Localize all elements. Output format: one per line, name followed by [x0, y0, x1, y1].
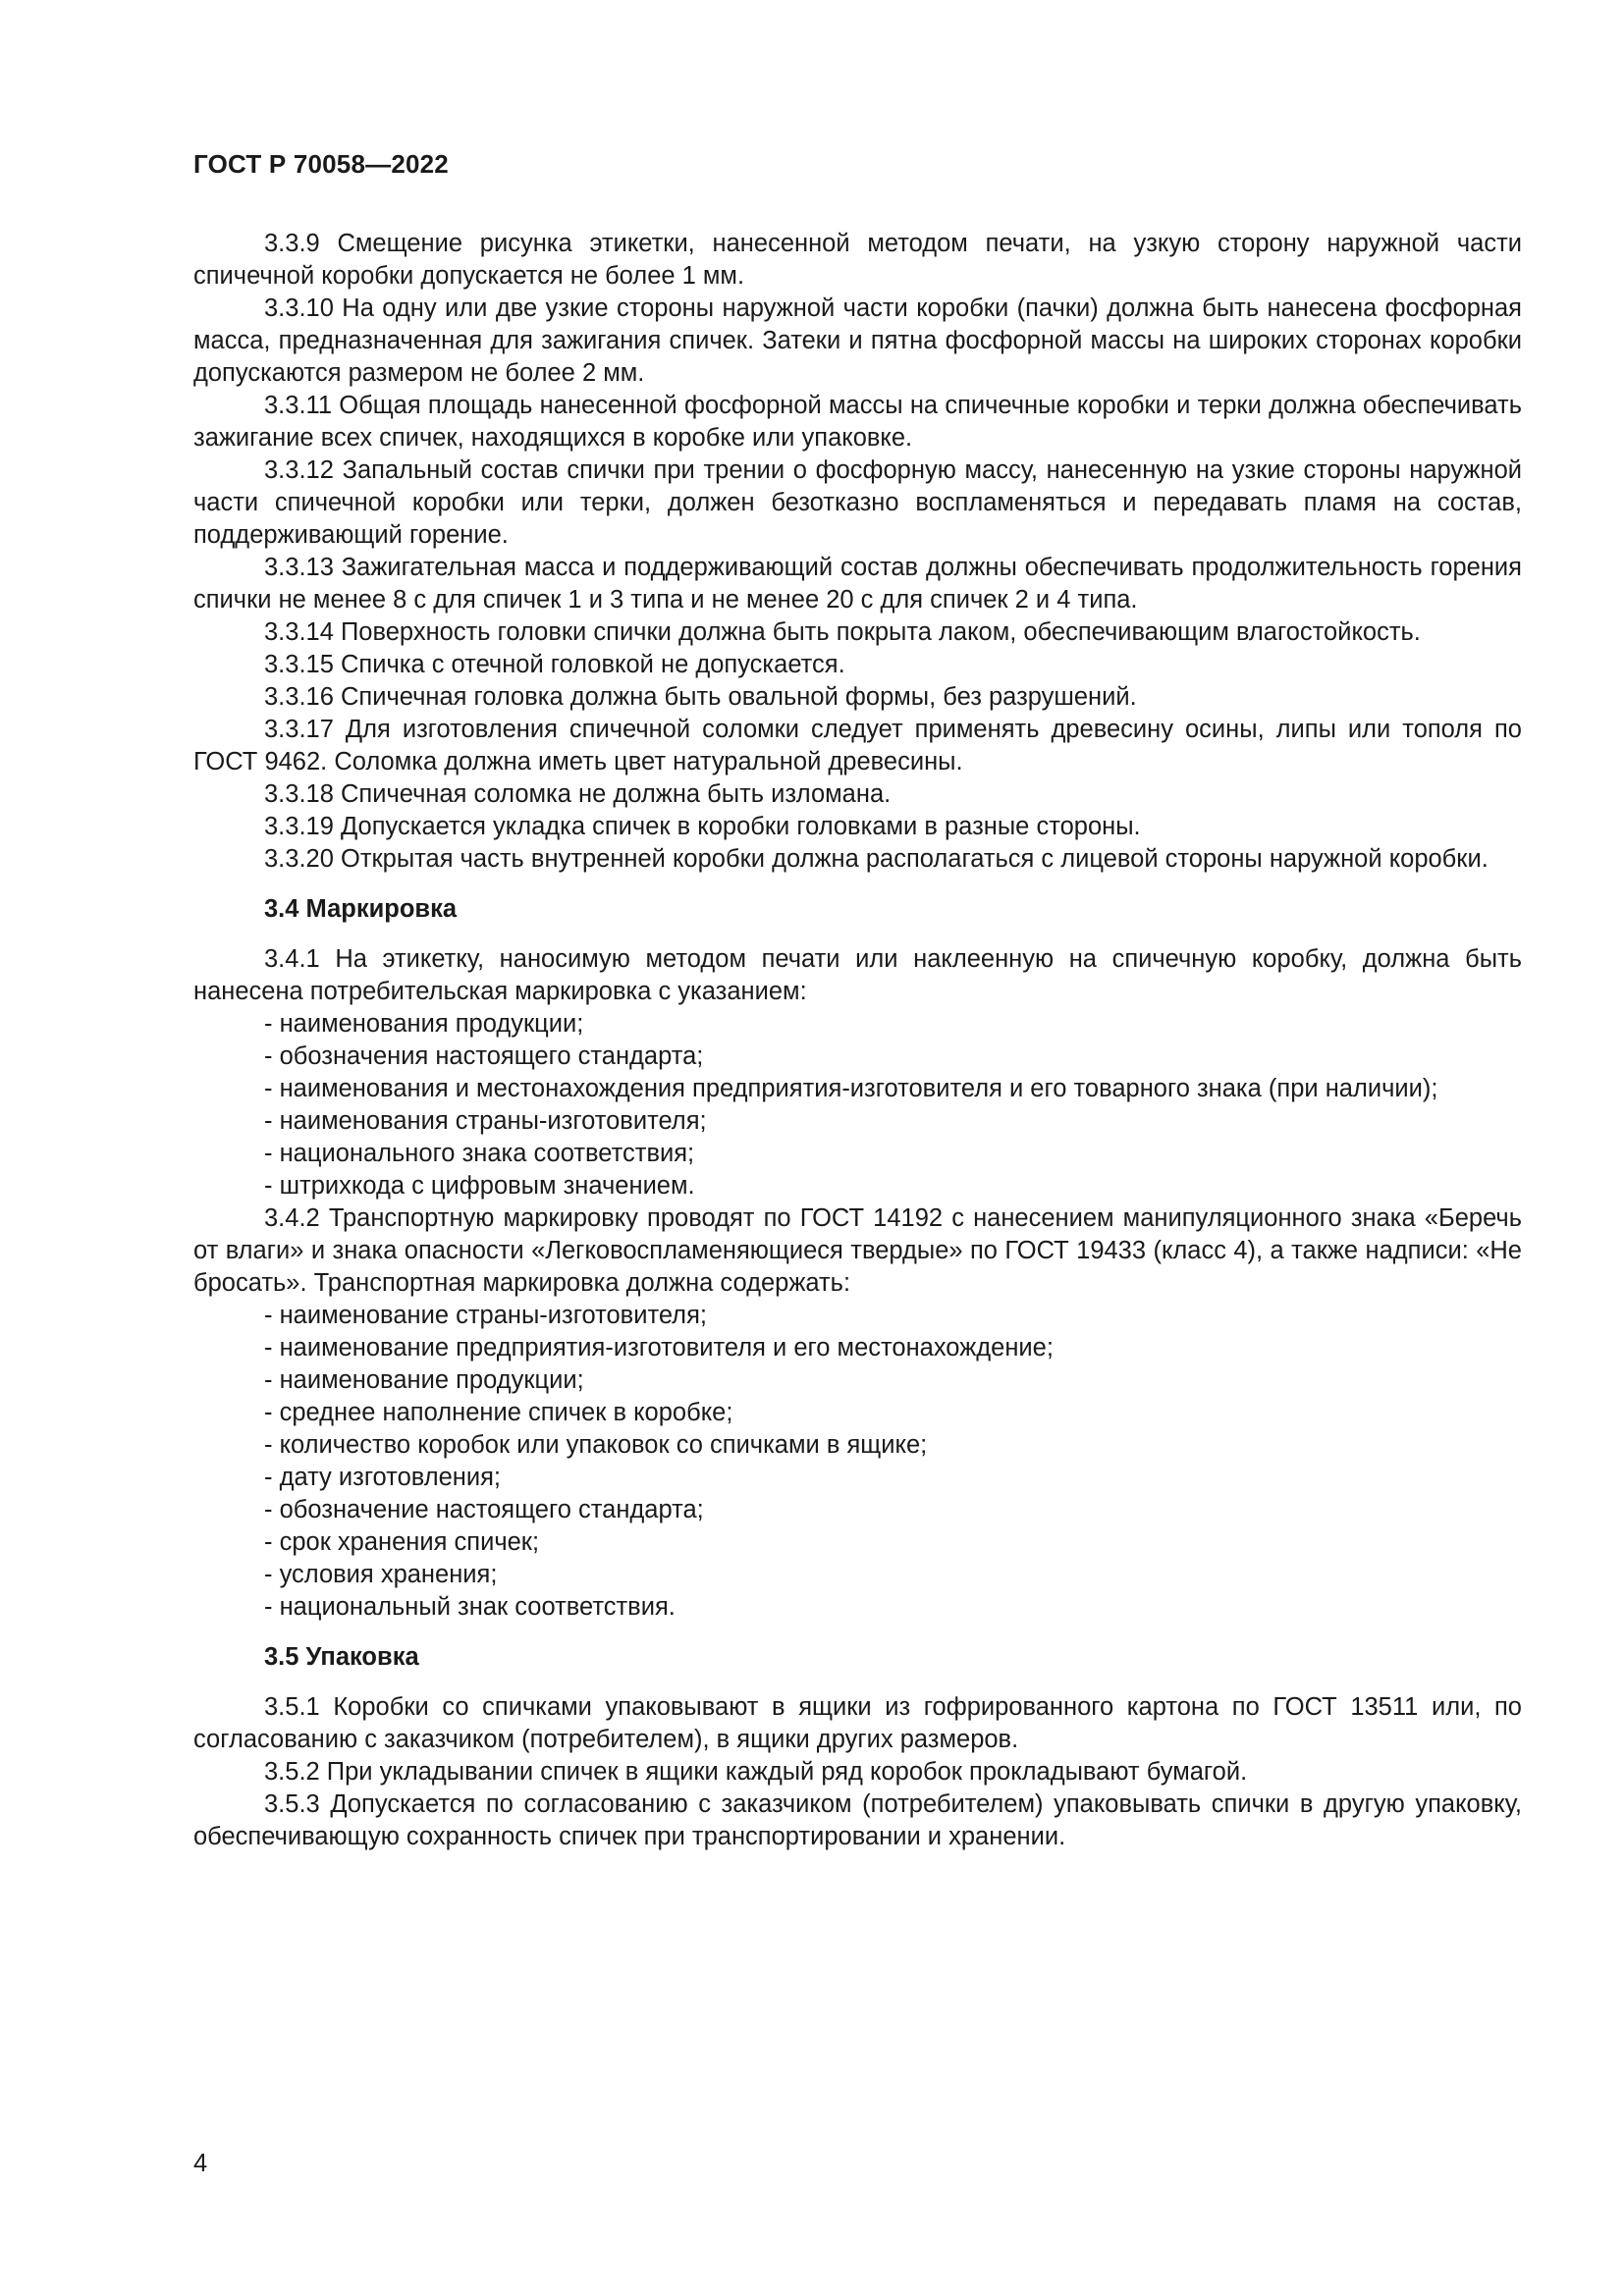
list-item: - обозначение настоящего стандарта; [264, 1496, 704, 1523]
clause-3-3-19: 3.3.19 Допускается укладка спичек в коробки головками в разные стороны. [264, 813, 1141, 840]
list-item: - наименование продукции; [264, 1366, 584, 1394]
list-item: - дату изготовления; [264, 1464, 501, 1491]
list-item: - условия хранения; [264, 1561, 498, 1588]
list-item: - наименование страны-изготовителя; [264, 1302, 707, 1329]
list-item: - наименование предприятия-изготовителя и его местонахождение; [264, 1334, 1054, 1362]
clause-3-3-18: 3.3.18 Спичечная соломка не должна быть изломана. [264, 780, 892, 808]
page-number: 4 [193, 2150, 208, 2177]
list-item: - штрихкода с цифровым значением. [264, 1172, 695, 1200]
clause-3-5-3: 3.5.3 Допускается по согласованию с заказчиком (потребителем) упаковывать спички в другую упаковку, обеспечивающую сохранность спичек при транспортировании и хранении. [193, 1790, 1522, 1850]
clause-3-3-17: 3.3.17 Для изготовления спичечной соломки следует применять древесину осины, липы или тополя по ГОСТ 9462. Соломка должна иметь цвет натуральной древесины. [193, 716, 1522, 775]
clause-3-3-20: 3.3.20 Открытая часть внутренней коробки должна располагаться с лицевой стороны наружной коробки. [264, 845, 1489, 873]
document-code: ГОСТ Р 70058—2022 [193, 149, 449, 179]
list-item: - национальный знак соответствия. [264, 1593, 676, 1621]
list-item: - наименования и местонахождения предприятия-изготовителя и его товарного знака (при наличии); [264, 1075, 1438, 1102]
clause-3-3-13: 3.3.13 Зажигательная масса и поддерживающий состав должны обеспечивать продолжительность горения спички не менее 8 с для спичек 1 и 3 типа и не менее 20 с для спичек 2 и 4 типа. [193, 554, 1522, 614]
section-heading-marking: 3.4 Маркировка [264, 895, 458, 923]
list-item: - наименования страны-изготовителя; [264, 1107, 707, 1135]
clause-3-3-11: 3.3.11 Общая площадь нанесенной фосфорной массы на спичечные коробки и терки должна обеспечивать зажигание всех спичек, находящихся в коробке или упаковке. [193, 392, 1522, 452]
clause-3-4-2: 3.4.2 Транспортную маркировку проводят по ГОСТ 14192 с нанесением манипуляционного знака «Беречь от влаги» и знака опасности «Легковоспламеняющиеся твердые» по ГОСТ 19433 (класс 4), а также надписи: «Не бросать». Транспортная маркировка должна содержать: [193, 1204, 1522, 1297]
list-item: - национального знака соответствия; [264, 1140, 695, 1167]
list-item: - наименования продукции; [264, 1010, 584, 1038]
clause-3-3-12: 3.3.12 Запальный состав спички при трении о фосфорную массу, нанесенную на узкие стороны наружной части спичечной коробки или терки, должен безотказно воспламеняться и передавать пламя на состав, поддерживающий горение. [193, 456, 1522, 549]
list-item: - среднее наполнение спичек в коробке; [264, 1399, 733, 1426]
document-body [193, 228, 1522, 1853]
clause-3-4-1: 3.4.1 На этикетку, наносимую методом печати или наклеенную на спичечную коробку, должна быть нанесена потребительская маркировка с указанием: [193, 945, 1522, 1005]
clause-3-5-1: 3.5.1 Коробки со спичками упаковывают в ящики из гофрированного картона по ГОСТ 13511 или, по согласованию с заказчиком (потребителем), в ящики других размеров. [193, 1693, 1522, 1753]
list-item: - обозначения настоящего стандарта; [264, 1042, 704, 1070]
section-heading-packaging: 3.5 Упаковка [264, 1643, 419, 1671]
clause-3-3-15: 3.3.15 Спичка с отечной головкой не допускается. [264, 651, 845, 678]
list-item: - срок хранения спичек; [264, 1528, 540, 1556]
clause-3-3-10: 3.3.10 На одну или две узкие стороны наружной части коробки (пачки) должна быть нанесена фосфорная масса, предназначенная для зажигания спичек. Затеки и пятна фосфорной массы на широких сторонах коробки допускаются размером не более 2 мм. [193, 294, 1522, 387]
clause-3-3-9: 3.3.9 Смещение рисунка этикетки, нанесенной методом печати, на узкую сторону наружной части спичечной коробки допускается не более 1 мм. [193, 230, 1522, 290]
clause-3-3-14: 3.3.14 Поверхность головки спички должна быть покрыта лаком, обеспечивающим влагостойкость. [264, 618, 1421, 646]
list-item: - количество коробок или упаковок со спичками в ящике; [264, 1431, 928, 1459]
clause-3-5-2: 3.5.2 При укладывании спичек в ящики каждый ряд коробок прокладывают бумагой. [264, 1758, 1248, 1786]
clause-3-3-16: 3.3.16 Спичечная головка должна быть овальной формы, без разрушений. [264, 683, 1137, 711]
